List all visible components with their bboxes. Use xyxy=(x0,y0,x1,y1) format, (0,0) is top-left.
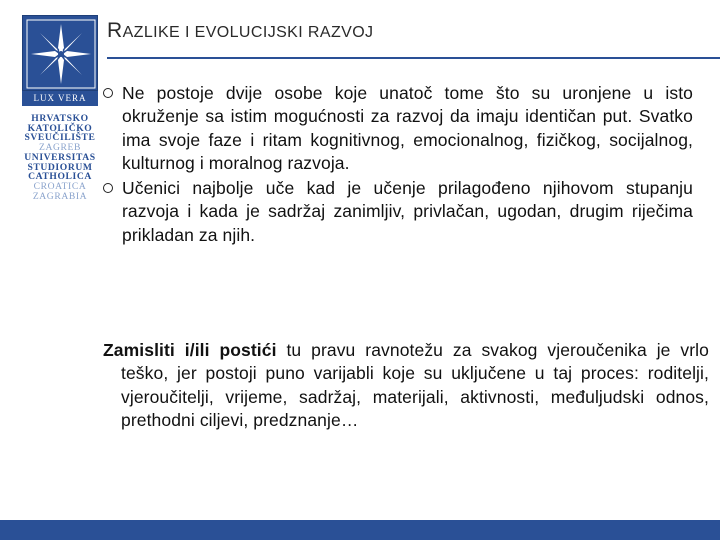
footer-bar xyxy=(0,520,720,540)
logo-wordmark xyxy=(22,114,98,201)
circle-bullet-icon xyxy=(103,183,113,193)
paragraph-text: tu pravu ravnotežu za svakog vjeroučenika je vrlo teško, jer postoji puno varijabli koje su uključene u taj proces: roditelji, vjeroučitelji, vrijeme, sadržaj, materijali, aktivnosti, međuljudski odnos, prethodni ciljevi, predznanje… xyxy=(121,340,709,430)
circle-bullet-icon xyxy=(103,88,113,98)
bullet-text: Ne postoje dvije osobe koje unatoč tome što su uronjene u isto okruženje sa istim mogućnosti za razvoj da imaju identičan put. Svatko ima svoje faze i ritam kognitivnog, emocionalnog, fizičkog, socijalnog, kulturnog i moralnog razvoja. xyxy=(122,83,693,173)
bullet-item xyxy=(103,177,693,247)
logo-line: UNIVERSITAS xyxy=(24,151,96,163)
star-emblem xyxy=(22,15,98,91)
logo-line: HRVATSKO xyxy=(31,113,89,124)
title-rest: AZLIKE I EVOLUCIJSKI RAZVOJ xyxy=(122,24,374,41)
bullet-list xyxy=(103,82,693,249)
logo-line: ZAGREB xyxy=(39,142,81,154)
university-logo xyxy=(22,15,98,260)
bullet-item xyxy=(103,82,693,175)
paragraph-emphasis: Zamisliti i/ili postići xyxy=(103,340,277,360)
logo-motto: LUX VERA xyxy=(22,91,98,106)
logo-line: CROATICA xyxy=(33,180,87,192)
logo-line: SVEUČILIŠTE xyxy=(24,132,96,144)
logo-line: CATHOLICA xyxy=(28,171,92,183)
title-underline xyxy=(107,57,720,59)
slide-title xyxy=(107,19,373,43)
logo-line: STUDIORUM xyxy=(27,161,93,173)
bullet-text: Učenici najbolje uče kad je učenje prilagođeno njihovom stupanju razvoja i kada je sadržaj zanimljiv, privlačan, ugodan, drugim riječima prikladan za njih. xyxy=(122,178,693,245)
title-initial: R xyxy=(107,19,123,42)
logo-line: ZAGRABIA xyxy=(32,190,88,202)
star-icon xyxy=(23,16,99,92)
body-paragraph xyxy=(103,339,709,432)
logo-line: KATOLIČKO xyxy=(27,122,93,134)
